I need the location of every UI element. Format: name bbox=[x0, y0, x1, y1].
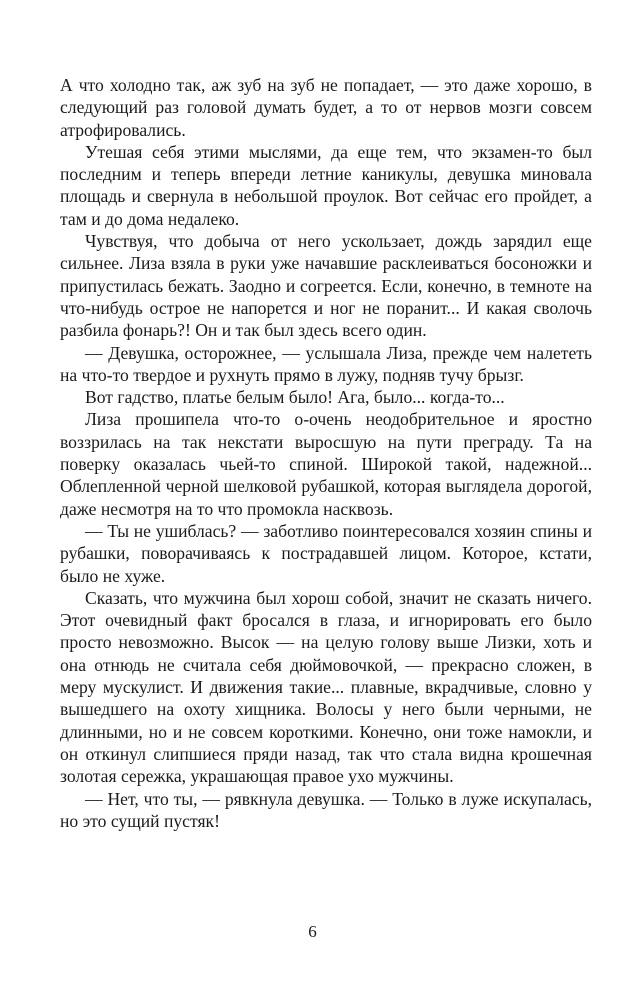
paragraph-2: Утешая себя этими мыслями, да еще тем, что экзамен-то был последним и теперь впереди летние каникулы, девушка миновала площадь и свернула в небольшой проулок. Вот сейчас его пройдет, а там и до дома недалеко. bbox=[60, 141, 592, 229]
paragraph-1: А что холодно так, аж зуб на зуб не попадает, — это даже хорошо, в следующий раз головой думать будет, а то от нервов мозги совсем атрофировались. bbox=[60, 75, 592, 140]
paragraph-7: — Ты не ушиблась? — заботливо поинтересовался хозяин спины и рубашки, поворачиваясь к пострадавшей лицом. Которое, кстати, было не хуже. bbox=[60, 520, 592, 586]
paragraph-8: Сказать, что мужчина был хорош собой, значит не сказать ничего. Этот очевидный факт бросался в глаза, и игнорировать его было просто невозможно. Высок — на целую голову выше Лизки, хоть и она отнюдь не считала себя дюймовочкой, — прекрасно сложен, в меру мускулист. И движения такие... плавные, вкрадчивые, словно у вышедшего на охоту хищника. Волосы у него были черными, не длинными, но и не совсем короткими. Конечно, они тоже намокли, и он откинул слипшиеся пряди назад, так что стала видна крошечная золотая сережка, украшающая правое ухо мужчины. bbox=[60, 587, 592, 787]
paragraph-9: — Нет, что ты, — рявкнула девушка. — Только в луже искупалась, но это сущий пустяк! bbox=[60, 788, 592, 831]
paragraph-4: — Девушка, осторожнее, — услышала Лиза, прежде чем налететь на что-то твердое и рухнуть прямо в лужу, подняв тучу брызг. bbox=[60, 342, 592, 385]
paragraph-6: Лиза прошипела что-то о-очень неодобрительное и яростно воззрилась на так некстати выросшую на пути преграду. Та на поверку оказалась чьей-то спиной. Широкой такой, надежной... Облепленной черной шелковой рубашкой, которая выглядела дорогой, даже несмотря на то что промокла насквозь. bbox=[60, 409, 592, 519]
page-number: 6 bbox=[308, 922, 317, 941]
paragraph-5: Вот гадство, платье белым было! Ага, было... когда-то... bbox=[85, 387, 505, 408]
book-page-text bbox=[60, 74, 592, 832]
paragraph-3: Чувствуя, что добыча от него ускользает, дождь зарядил еще сильнее. Лиза взяла в руки уже начавшие расклеиваться босоножки и припустилась бежать. Заодно и согреется. Если, конечно, в темноте на что-нибудь острое не напорется и ног не поранит... И какая сволочь разбила фонарь?! Он и так был здесь всего один. bbox=[60, 231, 592, 341]
